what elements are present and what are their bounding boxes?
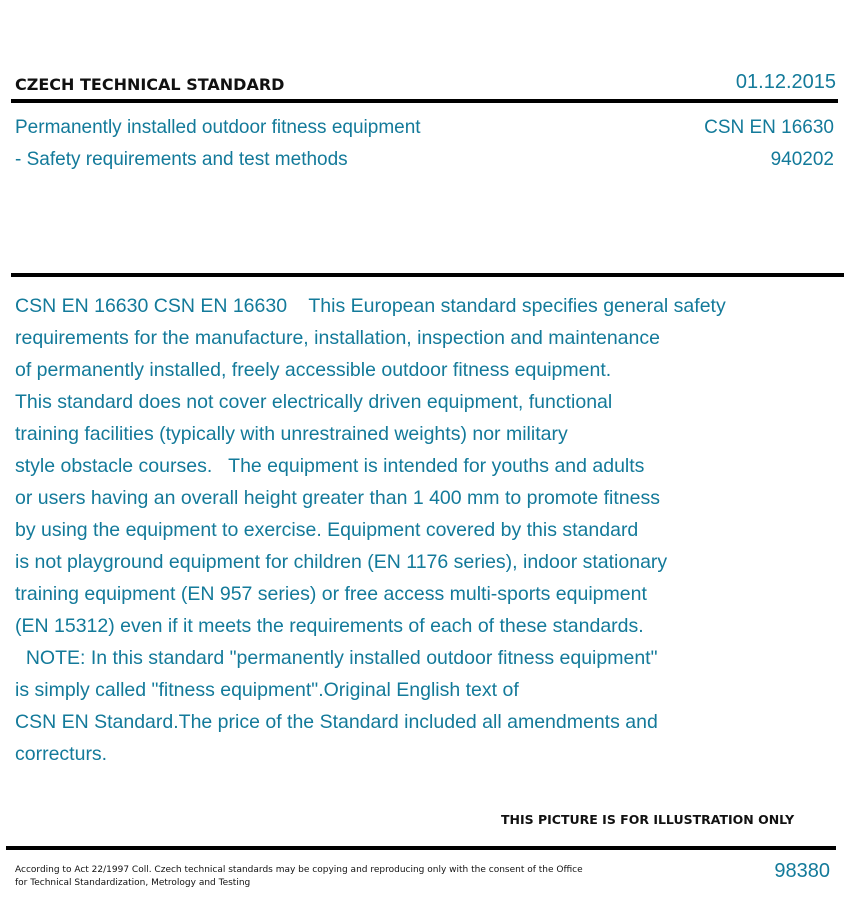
description-line: requirements for the manufacture, installation, inspection and maintenance bbox=[15, 327, 660, 349]
description-line: or users having an overall height greater than 1 400 mm to promote fitness bbox=[15, 487, 660, 509]
description-line: by using the equipment to exercise. Equipment covered by this standard bbox=[15, 519, 639, 541]
document-header-title: CZECH TECHNICAL STANDARD bbox=[15, 75, 285, 94]
publication-date: 01.12.2015 bbox=[735, 71, 836, 93]
catalog-number: 98380 bbox=[774, 860, 830, 882]
legal-notice bbox=[15, 864, 583, 890]
description-line: CSN EN Standard.The price of the Standard included all amendments and bbox=[15, 711, 658, 733]
description-line: (EN 15312) even if it meets the requirements of each of these standards. bbox=[15, 615, 644, 637]
standard-class-number: 940202 bbox=[770, 149, 834, 170]
description-line: style obstacle courses. The equipment is intended for youths and adults bbox=[15, 455, 645, 477]
header-divider bbox=[11, 99, 838, 103]
description-line: is not playground equipment for children (EN 1176 series), indoor stationary bbox=[15, 551, 668, 573]
legal-notice-line-1: According to Act 22/1997 Coll. Czech technical standards may be copying and reproducing only with the consent of the Office bbox=[15, 865, 583, 875]
description-line: training facilities (typically with unrestrained weights) nor military bbox=[15, 423, 568, 445]
description-line: of permanently installed, freely accessible outdoor fitness equipment. bbox=[15, 359, 612, 381]
standard-title-line-2: - Safety requirements and test methods bbox=[15, 149, 348, 170]
title-divider bbox=[11, 273, 844, 277]
standard-code: CSN EN 16630 bbox=[704, 117, 834, 138]
description-line: is simply called "fitness equipment".Original English text of bbox=[15, 679, 519, 701]
description-line: correcturs. bbox=[15, 743, 108, 765]
standard-title-line-1: Permanently installed outdoor fitness equipment bbox=[15, 117, 421, 138]
description-line: CSN EN 16630 CSN EN 16630 This European standard specifies general safety bbox=[15, 295, 726, 317]
illustration-disclaimer: THIS PICTURE IS FOR ILLUSTRATION ONLY bbox=[501, 812, 795, 827]
description-line: training equipment (EN 957 series) or free access multi-sports equipment bbox=[15, 583, 647, 605]
legal-notice-line-2: for Technical Standardization, Metrology and Testing bbox=[15, 878, 251, 888]
standard-description bbox=[15, 290, 845, 770]
description-line: This standard does not cover electrically driven equipment, functional bbox=[15, 391, 613, 413]
footer-divider bbox=[6, 846, 836, 850]
description-line: NOTE: In this standard "permanently installed outdoor fitness equipment" bbox=[15, 647, 658, 669]
